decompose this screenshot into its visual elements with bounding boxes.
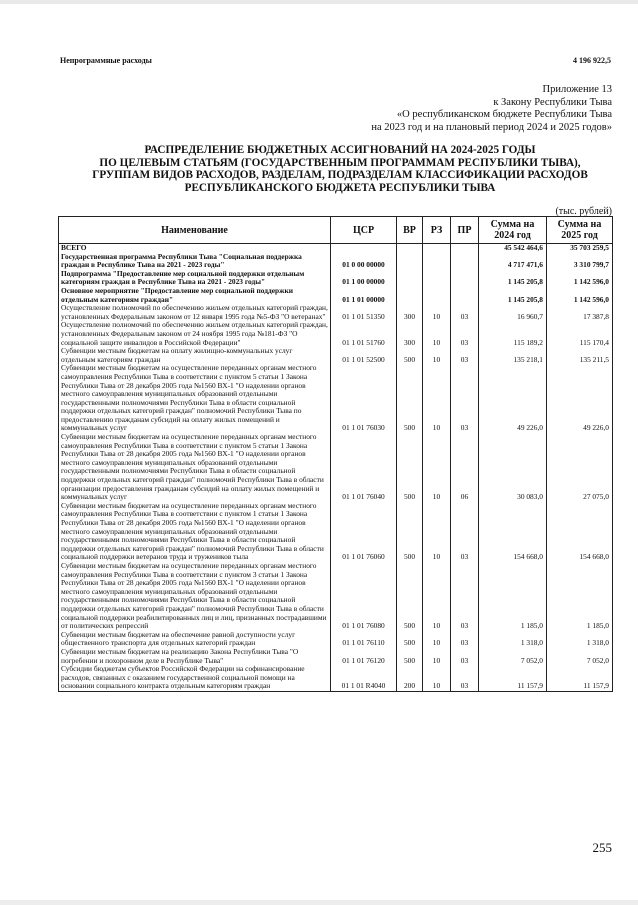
title-line: РЕСПУБЛИКАНСКОГО БЮДЖЕТА РЕСПУБЛИКИ ТЫВА [184, 181, 496, 194]
row-name: Субвенции местным бюджетам на осуществление переданных органам местного самоуправления Республики Тыва в соответствии с пунктом 5 статьи 1 Закона Республики Тыва от 28 декабря 2005 года №1560 ВХ-1 "О наделении органов местного самоуправления муниципальных образований отдельными государственными полномочиями Республики Тыва в области социальной поддержки отдельных категорий граждан" полномочий Республики Тыва в области организации предоставления гражданам субсидий на оплату жилых помещений и коммунальных услуг [59, 433, 331, 502]
header-2024: Сумма на 2024 год [479, 217, 547, 244]
row-sum-2025: 1 142 596,0 [547, 270, 613, 287]
row-name: ВСЕГО [59, 244, 331, 253]
row-pr [451, 244, 479, 253]
row-name: Подпрограмма "Предоставление мер социальной поддержки отдельным категориям граждан в Республике Тыва на 2021 - 2023 годы" [59, 270, 331, 287]
row-pr: 03 [451, 364, 479, 433]
header-name: Наименование [59, 217, 331, 244]
row-sum-2024: 16 960,7 [479, 304, 547, 321]
row-csr: 01 1 01 00000 [331, 287, 397, 304]
row-sum-2025: 135 211,5 [547, 347, 613, 364]
row-pr: 03 [451, 347, 479, 364]
row-sum-2025: 35 703 259,5 [547, 244, 613, 253]
row-rz: 10 [423, 304, 451, 321]
row-sum-2025: 115 170,4 [547, 321, 613, 347]
row-pr [451, 253, 479, 270]
table-row [59, 562, 613, 631]
header-vr: ВР [397, 217, 423, 244]
row-vr: 300 [397, 304, 423, 321]
row-sum-2025: 27 075,0 [547, 433, 613, 502]
row-csr: 01 1 01 51760 [331, 321, 397, 347]
row-name: Субвенции местным бюджетам на реализацию Закона Республики Тыва "О погребении и похоронном деле в Республике Тыва" [59, 648, 331, 665]
table-row [59, 304, 613, 321]
header-csr: ЦСР [331, 217, 397, 244]
table-row [59, 631, 613, 648]
row-vr [397, 253, 423, 270]
row-name: Субвенции местным бюджетам на осуществление переданных органам местного самоуправления Республики Тыва в соответствии с пунктом 5 статьи 1 Закона Республики Тыва от 28 декабря 2005 года №1560 ВХ-1 "О наделении органов местного самоуправления муниципальных образований отдельными государственными полномочиями Республики Тыва в области социальной поддержки отдельных категорий граждан" полномочий Республики Тыва по предоставлению гражданам субсидий на оплату жилых помещений и коммунальных услуг [59, 364, 331, 433]
row-sum-2024: 1 145 205,8 [479, 287, 547, 304]
row-csr: 01 1 01 R4040 [331, 665, 397, 691]
row-pr: 03 [451, 562, 479, 631]
row-vr: 200 [397, 665, 423, 691]
row-vr: 500 [397, 502, 423, 562]
table-row [59, 502, 613, 562]
table-row [59, 270, 613, 287]
row-rz: 10 [423, 562, 451, 631]
row-sum-2025: 17 387,8 [547, 304, 613, 321]
row-pr: 03 [451, 631, 479, 648]
unit-label: (тыс. рублей) [555, 206, 612, 217]
row-csr: 01 1 01 52500 [331, 347, 397, 364]
row-rz: 10 [423, 502, 451, 562]
row-sum-2025: 1 185,0 [547, 562, 613, 631]
row-vr: 500 [397, 433, 423, 502]
table-row [59, 321, 613, 347]
row-sum-2025: 3 310 799,7 [547, 253, 613, 270]
appendix-line: Приложение 13 [542, 84, 612, 95]
row-vr: 300 [397, 321, 423, 347]
row-sum-2024: 49 226,0 [479, 364, 547, 433]
row-rz: 10 [423, 665, 451, 691]
row-sum-2024: 11 157,9 [479, 665, 547, 691]
row-sum-2024: 154 668,0 [479, 502, 547, 562]
row-sum-2025: 1 318,0 [547, 631, 613, 648]
appendix-header [312, 84, 612, 134]
appendix-line: «О республиканском бюджете Республики Тыва [396, 109, 612, 121]
header-pr: ПР [451, 217, 479, 244]
row-name: Субвенции местным бюджетам на осуществление переданных органам местного самоуправления Республики Тыва в соответствии с пунктом 1 статьи 1 Закона Республики Тыва от 28 декабря 2005 года №1560 ВХ-1 "О наделении органов местного самоуправления муниципальных образований отдельными государственными полномочиями Республики Тыва в области социальной поддержки отдельных категорий граждан" полномочий Республики Тыва в области социальной поддержки ветеранов труда и тружеников тыла [59, 502, 331, 562]
row-csr: 01 1 01 76040 [331, 433, 397, 502]
table-row [59, 347, 613, 364]
row-csr: 01 1 01 76060 [331, 502, 397, 562]
row-name: Государственная программа Республики Тыва "Социальная поддержка граждан в Республике Тыва на 2021 - 2023 годы" [59, 253, 331, 270]
row-sum-2024: 115 189,2 [479, 321, 547, 347]
row-pr [451, 287, 479, 304]
previous-section-label: Непрограммные расходы [60, 56, 152, 65]
page-number: 255 [592, 840, 612, 855]
budget-table [58, 216, 613, 692]
row-rz [423, 253, 451, 270]
row-csr: 01 1 01 51350 [331, 304, 397, 321]
row-sum-2025: 7 052,0 [547, 648, 613, 665]
row-csr: 01 1 01 76110 [331, 631, 397, 648]
row-name: Осуществление полномочий по обеспечению жильем отдельных категорий граждан, установленных Федеральным законом от 12 января 1995 года №5-ФЗ "О ветеранах" [59, 304, 331, 321]
row-name: Осуществление полномочий по обеспечению жильем отдельных категорий граждан, установленных Федеральным законом от 24 ноября 1995 года №181-ФЗ "О социальной защите инвалидов в Российской Федерации" [59, 321, 331, 347]
row-vr [397, 287, 423, 304]
row-sum-2024: 30 083,0 [479, 433, 547, 502]
title-line: РАСПРЕДЕЛЕНИЕ БЮДЖЕТНЫХ АССИГНОВАНИЙ НА 2024-2025 ГОДЫ [144, 144, 536, 156]
row-name: Субвенции местным бюджетам на осуществление переданных органам местного самоуправления Республики Тыва в соответствии с пунктом 3 статьи 1 Закона Республики Тыва от 28 декабря 2005 года №1560 ВХ-1 "О наделении органов местного самоуправления муниципальных образований отдельными государственными полномочиями Республики Тыва в области социальной поддержки отдельных категорий граждан" полномочий Республики Тыва в области социальной поддержки реабилитированных лиц и лиц, признанных пострадавшими от политических репрессий [59, 562, 331, 631]
row-rz: 10 [423, 364, 451, 433]
row-sum-2024: 7 052,0 [479, 648, 547, 665]
row-csr [331, 244, 397, 253]
table-row [59, 364, 613, 433]
row-pr: 06 [451, 433, 479, 502]
row-csr: 01 1 01 76080 [331, 562, 397, 631]
row-sum-2024: 45 542 464,6 [479, 244, 547, 253]
row-csr: 01 1 00 00000 [331, 270, 397, 287]
scan-edge-top [0, 0, 638, 4]
table-header-row [59, 217, 613, 244]
row-sum-2024: 1 145 205,8 [479, 270, 547, 287]
row-sum-2024: 1 318,0 [479, 631, 547, 648]
row-csr: 01 1 01 76030 [331, 364, 397, 433]
document-title [60, 144, 620, 194]
row-sum-2024: 1 185,0 [479, 562, 547, 631]
row-csr: 01 0 00 00000 [331, 253, 397, 270]
table-row [59, 433, 613, 502]
table-row [59, 253, 613, 270]
table-row [59, 287, 613, 304]
scan-edge-bottom [0, 900, 638, 905]
row-csr: 01 1 01 76120 [331, 648, 397, 665]
row-name: Субвенции местным бюджетам на обеспечение равной доступности услуг общественного транспорта для отдельных категорий граждан [59, 631, 331, 648]
row-rz [423, 244, 451, 253]
row-vr: 500 [397, 364, 423, 433]
row-rz: 10 [423, 433, 451, 502]
table-row [59, 648, 613, 665]
row-pr: 03 [451, 321, 479, 347]
row-rz: 10 [423, 347, 451, 364]
row-vr [397, 270, 423, 287]
title-line: ПО ЦЕЛЕВЫМ СТАТЬЯМ (ГОСУДАРСТВЕННЫМ ПРОГРАММАМ РЕСПУБЛИКИ ТЫВА), [99, 156, 581, 169]
row-rz: 10 [423, 631, 451, 648]
row-rz [423, 287, 451, 304]
row-name: Субвенции местным бюджетам на оплату жилищно-коммунальных услуг отдельным категориям граждан [59, 347, 331, 364]
row-pr: 03 [451, 304, 479, 321]
row-name: Субсидии бюджетам субъектов Российской Федерации на софинансирование расходов, связанных с оказанием государственной социальной помощи на основании социального контракта отдельным категориям граждан [59, 665, 331, 691]
row-sum-2025: 1 142 596,0 [547, 287, 613, 304]
table-row [59, 665, 613, 691]
row-rz: 10 [423, 321, 451, 347]
row-sum-2025: 49 226,0 [547, 364, 613, 433]
row-sum-2025: 154 668,0 [547, 502, 613, 562]
row-vr [397, 244, 423, 253]
title-line: ГРУППАМ ВИДОВ РАСХОДОВ, РАЗДЕЛАМ, ПОДРАЗДЕЛАМ КЛАССИФИКАЦИИ РАСХОДОВ [92, 169, 588, 182]
appendix-line: к Закону Республики Тыва [493, 96, 612, 108]
row-pr [451, 270, 479, 287]
row-sum-2024: 135 218,1 [479, 347, 547, 364]
row-rz: 10 [423, 648, 451, 665]
row-vr: 500 [397, 631, 423, 648]
row-sum-2024: 4 717 471,6 [479, 253, 547, 270]
row-rz [423, 270, 451, 287]
header-rz: РЗ [423, 217, 451, 244]
header-2025: Сумма на 2025 год [547, 217, 613, 244]
row-sum-2025: 11 157,9 [547, 665, 613, 691]
appendix-line: на 2023 год и на плановый период 2024 и 2025 годов» [371, 121, 612, 133]
row-pr: 03 [451, 502, 479, 562]
row-vr: 500 [397, 562, 423, 631]
row-vr: 500 [397, 648, 423, 665]
row-pr: 03 [451, 665, 479, 691]
row-pr: 03 [451, 648, 479, 665]
row-vr: 500 [397, 347, 423, 364]
row-name: Основное мероприятие "Предоставление мер социальной поддержки отдельным категориям граждан" [59, 287, 331, 304]
previous-section-total: 4 196 922,5 [573, 56, 611, 65]
